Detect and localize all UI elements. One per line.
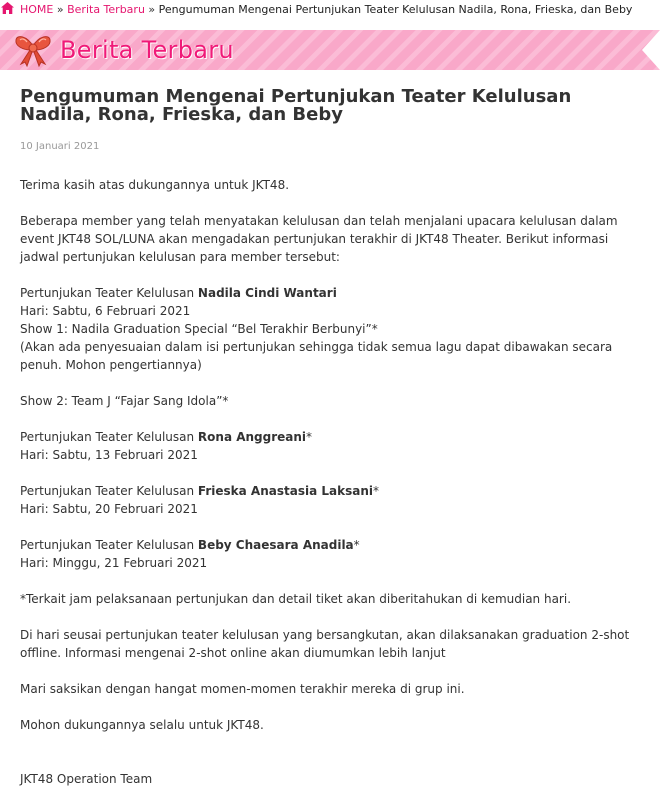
signature: JKT48 Operation Team	[20, 772, 153, 786]
paragraph: Mari saksikan dengan hangat momen-momen terakhir mereka di grup ini.	[20, 682, 465, 696]
breadcrumb-section-link[interactable]: Berita Terbaru	[67, 3, 145, 16]
show-block-beby: Pertunjukan Teater Kelulusan Beby Chaesara Anadila* Hari: Minggu, 21 Februari 2021	[20, 538, 360, 570]
breadcrumb-home-link[interactable]: HOME	[20, 3, 54, 16]
article-date: 10 Januari 2021	[20, 141, 100, 152]
show-note: (Akan ada penyesuaian dalam isi pertunjukan sehingga tidak semua lagu dapat dibawakan secara penuh. Mohon pengertiannya)	[20, 340, 613, 372]
section-banner	[0, 30, 660, 70]
show-block-rona: Pertunjukan Teater Kelulusan Rona Anggreani* Hari: Sabtu, 13 Februari 2021	[20, 430, 313, 462]
paragraph: Beberapa member yang telah menyatakan kelulusan dan telah menjalani upacara kelulusan dalam event JKT48 SOL/LUNA akan mengadakan pertunjukan terakhir di JKT48 Theater. Berikut informasi jadwal pertunjukan kelulusan para member tersebut:	[20, 214, 618, 264]
breadcrumb-separator: »	[148, 3, 156, 16]
ribbon-bow-icon	[13, 32, 53, 68]
show-1: Show 1: Nadila Graduation Special “Bel Terakhir Berbunyi”*	[20, 322, 378, 336]
breadcrumb-current: Pengumuman Mengenai Pertunjukan Teater Kelulusan Nadila, Rona, Frieska, dan Beby	[158, 3, 633, 16]
breadcrumb	[0, 0, 660, 20]
breadcrumb-separator: »	[56, 3, 64, 16]
news-article	[20, 88, 640, 806]
intro-paragraph: Terima kasih atas dukungannya untuk JKT48.	[20, 178, 290, 192]
paragraph: Di hari seusai pertunjukan teater kelulusan yang bersangkutan, akan dilaksanakan graduation 2-shot offline. Informasi mengenai 2-shot online akan diumumkan lebih lanjut	[20, 628, 630, 660]
show-day: Hari: Sabtu, 6 Februari 2021	[20, 304, 191, 318]
show-day: Hari: Minggu, 21 Februari 2021	[20, 556, 208, 570]
paragraph: Mohon dukungannya selalu untuk JKT48.	[20, 718, 264, 732]
show-block-nadila: Pertunjukan Teater Kelulusan Nadila Cindi Wantari Hari: Sabtu, 6 Februari 2021 Show 1: Nadila Graduation Special “Bel Terakhir Berbunyi”* (Akan ada penyesuaian dalam isi pertunjukan sehingga tidak semua lagu dapat dibawakan secara penuh. Mohon pengertiannya)	[20, 286, 613, 372]
show-day: Hari: Sabtu, 13 Februari 2021	[20, 448, 198, 462]
home-icon[interactable]	[1, 2, 14, 14]
footnote: *Terkait jam pelaksanaan pertunjukan dan detail tiket akan diberitahukan di kemudian hari.	[20, 592, 572, 606]
member-name: Frieska Anastasia Laksani	[197, 484, 373, 498]
show-2: Show 2: Team J “Fajar Sang Idola”*	[20, 394, 229, 408]
article-title: Pengumuman Mengenai Pertunjukan Teater Kelulusan Nadila, Rona, Frieska, dan Beby	[20, 86, 572, 125]
article-body	[20, 176, 640, 788]
show-block-frieska: Pertunjukan Teater Kelulusan Frieska Anastasia Laksani* Hari: Sabtu, 20 Februari 2021	[20, 484, 379, 516]
show-day: Hari: Sabtu, 20 Februari 2021	[20, 502, 198, 516]
member-name: Rona Anggreani	[197, 430, 307, 444]
spacer	[20, 752, 640, 770]
banner-title: Berita Terbaru	[60, 36, 234, 64]
member-name: Beby Chaesara Anadila	[197, 538, 354, 552]
member-name: Nadila Cindi Wantari	[197, 286, 337, 300]
